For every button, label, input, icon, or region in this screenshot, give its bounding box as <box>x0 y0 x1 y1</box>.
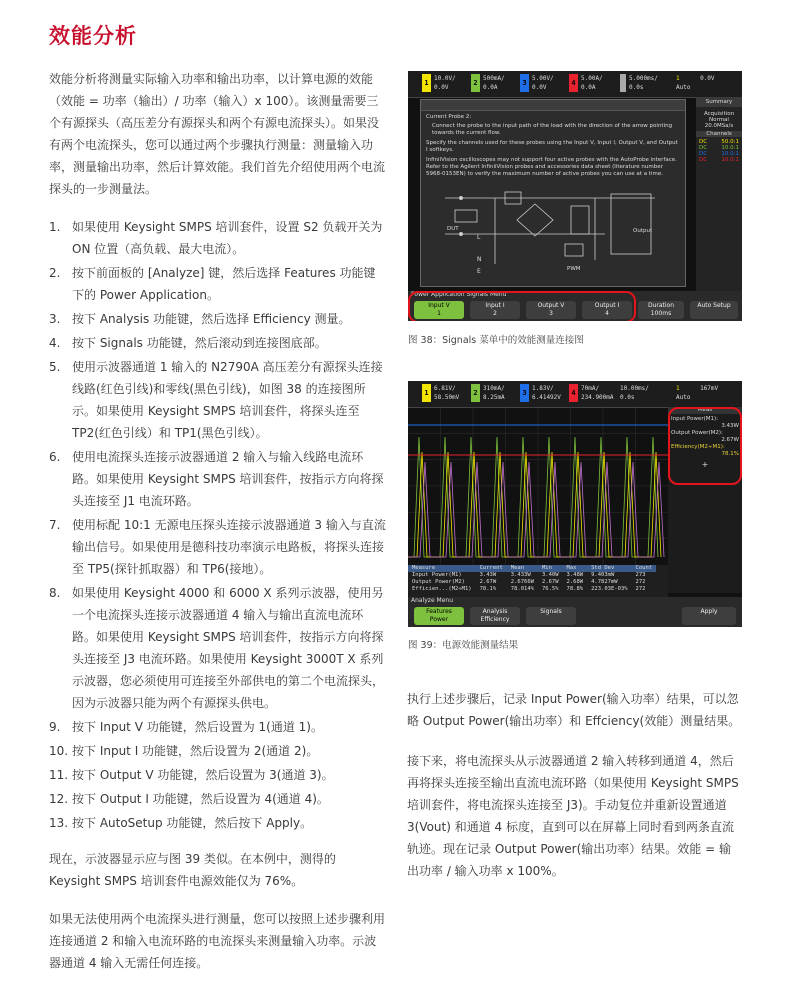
table-cell: 2.67W <box>541 579 559 585</box>
table-cell: 78.1% <box>479 586 497 592</box>
result-paragraph: 现在，示波器显示应与图 39 类似。在本例中，测得的 Keysight SMPS 培训套件电源效能仅为 76%。 <box>49 852 336 888</box>
highlight-box <box>668 407 742 485</box>
channel-4-readout[interactable]: 4 70mA/ 234.900mA <box>569 384 614 404</box>
record-paragraph: 执行上述步骤后，记录 Input Power(输入功率）结果，可以忽略 Output Power(输出功率）和 Effciency(效能）测量结果。 <box>407 692 741 728</box>
step-number: 13. <box>49 816 69 830</box>
scope-top-bar <box>408 381 742 408</box>
highlight-box <box>408 291 636 321</box>
table-cell: 9.403mW <box>591 572 615 578</box>
softkey-duration[interactable]: Duration 100ms <box>638 301 684 319</box>
channel-1-readout[interactable]: 1 6.81V/ 58.50mV <box>422 384 459 404</box>
table-cell: 2.6766W <box>510 579 534 585</box>
table-cell: 272 <box>635 579 646 585</box>
figure-39-screenshot <box>408 381 742 627</box>
timebase-readout: 10.00ms/ 0.0s <box>620 385 649 401</box>
table-row <box>408 572 656 579</box>
menu-title: Analyze Menu <box>408 597 742 605</box>
channel-2-readout[interactable]: 2 310mA/ 8.25mA <box>471 384 505 404</box>
step-item <box>49 356 387 444</box>
step-list <box>49 216 387 834</box>
figure-38-caption: 图 38：Signals 菜单中的效能测量连接图 <box>408 335 584 346</box>
step-number: 4. <box>49 336 61 350</box>
step-item <box>49 308 387 330</box>
softkey-analysis[interactable]: Analysis Efficiency <box>470 607 520 625</box>
softkey-bar <box>408 605 742 627</box>
step-item <box>49 764 387 786</box>
table-cell: 78.8% <box>566 586 584 592</box>
step-item <box>49 812 387 834</box>
table-cell: 223.03E-03% <box>591 586 628 592</box>
softkey-output-v[interactable]: Output V 3 <box>526 301 576 319</box>
dialog-bullet: Connect the probe to the input path of the load with the direction of the arrow pointing towards the current flow. <box>432 123 673 136</box>
table-cell: 272 <box>635 586 646 592</box>
table-cell: Input Power(M1) <box>412 572 462 578</box>
step-number: 5. <box>49 360 61 374</box>
step-item <box>49 716 387 738</box>
summary-panel: Summary Acquisition Normal 20.0MSa/s Channels DC 50.0:1 DC 10.0:1 DC 10.0:1 DC 10.0:1 <box>696 97 742 321</box>
step-number: 12. <box>49 792 69 806</box>
step-text: 如果使用 Keysight 4000 和 6000 X 系列示波器，使用另一个电流探头连接示波器通道 4 输入与输出直流电流环路。如果使用 Keysight SMPS 培训套件，按指示方向将探头连接至 J3 电流环路。如果使用 Keysight 3000T X 系列示波器，您必须使用可连接至外部供电的第二个电流探头，因为示波器只能为两个有源探头供电。 <box>72 586 385 710</box>
softkey-apply[interactable]: Apply <box>682 607 736 625</box>
softkey-input-v[interactable]: Input V 1 <box>414 301 464 319</box>
timebase-readout: 5.000ms/ 0.0s <box>620 74 658 94</box>
right-column <box>407 688 742 894</box>
step-item <box>49 582 387 714</box>
figure-39-caption: 图 39：电源效能测量结果 <box>408 640 519 651</box>
step-number: 9. <box>49 720 61 734</box>
table-cell: 273 <box>635 572 646 578</box>
step-text: 使用标配 10:1 无源电压探头连接示波器通道 3 输入与直流输出信号。如果使用是德科技功率演示电路板，将探头连接至 TP5(探针抓取器）和 TP6(接地）。 <box>72 518 386 576</box>
table-cell: 3.40W <box>541 572 559 578</box>
diagram-label-output: Output <box>633 228 653 234</box>
table-cell: 76.5% <box>541 586 559 592</box>
menu-title: Power Application Signals Menu <box>408 291 742 299</box>
channel-summary-row: DC 10.0:1 <box>699 145 739 151</box>
signals-dialog <box>420 99 686 287</box>
step-number: 7. <box>49 518 61 532</box>
channel-summary-row: DC 50.0:1 <box>699 139 739 145</box>
step-text: 使用电流探头连接示波器通道 2 输入与输入线路电流环路。如果使用 Keysight SMPS 培训套件，按指示方向将探头连接至 J1 电流环路。 <box>72 450 384 508</box>
table-header: Max <box>566 565 577 571</box>
channel-1-readout[interactable]: 1 10.0V/ 0.0V <box>422 74 456 94</box>
softkey-auto-setup[interactable]: Auto Setup <box>690 301 738 319</box>
dialog-heading: Current Probe 2: <box>426 114 472 120</box>
table-cell: 2.68W <box>566 579 584 585</box>
table-cell: Efficien...(M2÷M1) <box>412 586 472 592</box>
step-item <box>49 788 387 810</box>
step-number: 1. <box>49 220 61 234</box>
step-text: 按下 Output V 功能键，然后设置为 3(通道 3)。 <box>72 768 334 782</box>
channel-3-readout[interactable]: 3 1.83V/ 6.41492V <box>520 384 561 404</box>
step-number: 3. <box>49 312 61 326</box>
table-header: Count <box>635 565 653 571</box>
trigger-readout: 1 Auto 167mV <box>676 385 719 401</box>
table-cell: 3.43W <box>479 572 497 578</box>
table-cell: 3.433W <box>510 572 531 578</box>
table-cell: 2.67W <box>479 579 497 585</box>
table-row <box>408 586 656 593</box>
table-header: Mean <box>510 565 525 571</box>
diagram-label-l: L <box>477 234 481 241</box>
diagram-label-pwm: PWM <box>567 266 581 272</box>
table-header: Std Dev <box>591 565 615 571</box>
table-cell: 3.48W <box>566 572 584 578</box>
meas-panel: Meas Input Power(M1): 3.43W Output Power(M2): 2.67W Efficiency(M2÷M1): 78.1% + <box>668 407 742 593</box>
dialog-spec: Specify the channels used for these probes using the Input V, Input I, Output V, and Output I softkeys. <box>426 140 678 153</box>
dialog-note: InfiniiVision oscilloscopes may not support four active probes with the AutoProbe interface. Refer to the Agilent InfiniiVision probes and accessories data sheet (literature number 5968-0153EN) to verify the maximum number of active probes you can use at a time. <box>426 157 677 177</box>
step-number: 8. <box>49 586 61 600</box>
step-number: 10. <box>49 744 69 758</box>
channel-3-readout[interactable]: 3 5.00V/ 0.0V <box>520 74 554 94</box>
figure-38-screenshot <box>408 71 742 321</box>
step-text: 按下 Input I 功能键，然后设置为 2(通道 2)。 <box>72 744 319 758</box>
step-item <box>49 332 387 354</box>
softkey-features[interactable]: Features Power <box>414 607 464 625</box>
waveform-display <box>408 407 668 565</box>
step-text: 按下 Analysis 功能键，然后选择 Efficiency 测量。 <box>72 312 351 326</box>
step-text: 使用示波器通道 1 输入的 N2790A 高压差分有源探头连接线路(红色引线)和零线(黑色引线)，如图 38 的连接图所示。如果使用 Keysight SMPS 培训套件，将探头连至 TP2(红色引线）和 TP1(黑色引线）。 <box>72 360 383 440</box>
fallback-paragraph: 如果无法使用两个电流探头进行测量，您可以按照上述步骤利用连接通道 2 和输入电流环路的电流探头来测量输入功率。示波器通道 4 输入无需任何连接。 <box>49 912 386 970</box>
table-header: Current <box>479 565 503 571</box>
diagram-label-dut: DUT <box>447 226 459 232</box>
page-title: 效能分析 <box>49 24 137 48</box>
channel-summary-row: DC 10.0:1 <box>699 157 739 163</box>
step-item <box>49 446 387 512</box>
channel-4-readout[interactable]: 4 5.00A/ 0.0A <box>569 74 603 94</box>
left-column <box>49 68 387 990</box>
step-text: 按下 Signals 功能键，然后滚动到连接图底部。 <box>72 336 327 350</box>
table-row <box>408 579 656 586</box>
step-item <box>49 216 387 260</box>
diagram-label-e: E <box>477 268 481 275</box>
table-header: Measure <box>412 565 436 571</box>
channel-summary-row: DC 10.0:1 <box>699 151 739 157</box>
trigger-readout: 1 Auto 0.0V <box>676 75 715 91</box>
diagram-label-n: N <box>477 256 482 263</box>
step-text: 按下 AutoSetup 功能键，然后按下 Apply。 <box>72 816 313 830</box>
step-text: 按下 Input V 功能键，然后设置为 1(通道 1)。 <box>72 720 323 734</box>
table-cell: 4.7827mW <box>591 579 618 585</box>
scope-top-bar <box>408 71 742 98</box>
step-number: 2. <box>49 266 61 280</box>
channel-2-readout[interactable]: 2 500mA/ 0.0A <box>471 74 505 94</box>
step-text: 按下 Output I 功能键，然后设置为 4(通道 4)。 <box>72 792 329 806</box>
step-number: 6. <box>49 450 61 464</box>
intro-paragraph: 效能分析将测量实际输入功率和输出功率，以计算电源的效能（效能 = 功率（输出）/ 功率（输入）x 100）。该测量需要三个有源探头（高压差分有源探头和两个有源电流探头）。如果没有两个电流探头，您可以通过两个步骤执行测量：测量输入功率，测量输出功率，然后计算效能。我们首先介绍使用两个电流探头的一步测量法。 <box>49 72 386 196</box>
step-item <box>49 740 387 762</box>
softkey-signals[interactable]: Signals <box>526 607 576 625</box>
step-text: 如果使用 Keysight SMPS 培训套件，设置 S2 负载开关为 ON 位置（高负载、最大电流）。 <box>72 220 383 256</box>
step-number: 11. <box>49 768 69 782</box>
softkey-input-i[interactable]: Input I 2 <box>470 301 520 319</box>
next-paragraph: 接下来，将电流探头从示波器通道 2 输入转移到通道 4，然后再将探头连接至输出直流电流环路（如果使用 Keysight SMPS 培训套件，将电流探头连接至 J3)。手动复位并重新设置通道 3(Vout) 和通道 4 标度，直到可以在屏幕上同时看到两条直流轨迹。现在记录 Output Power(输出功率）结果。效能 = 输出功率 / 输入功率 x 100%。 <box>407 754 739 878</box>
table-header: Min <box>541 565 552 571</box>
step-item <box>49 514 387 580</box>
table-cell: Output Power(M2) <box>412 579 465 585</box>
softkey-output-i[interactable]: Output I 4 <box>582 301 632 319</box>
step-item <box>49 262 387 306</box>
step-text: 按下前面板的 [Analyze] 键，然后选择 Features 功能键下的 Power Application。 <box>72 266 376 302</box>
table-cell: 78.014% <box>510 586 534 592</box>
